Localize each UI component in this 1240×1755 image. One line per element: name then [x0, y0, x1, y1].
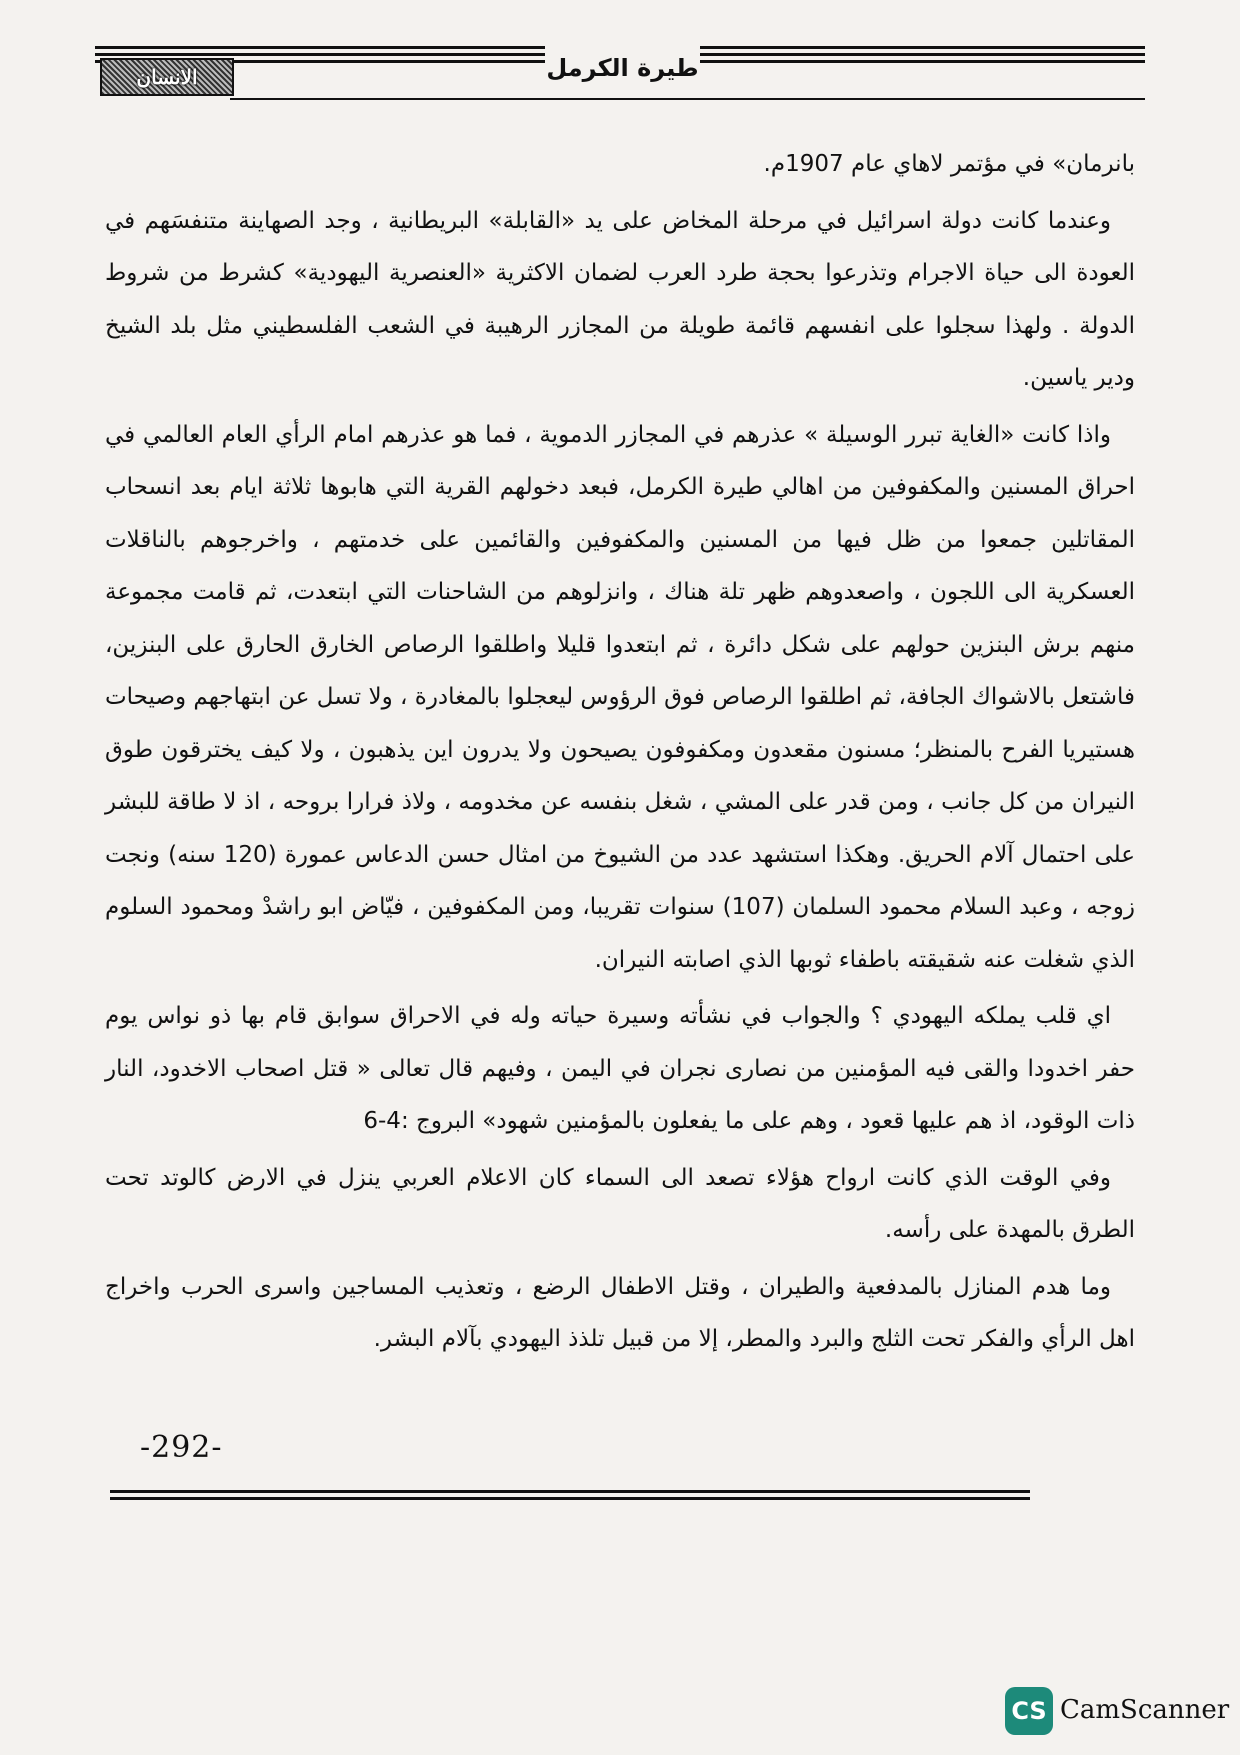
section-tag-label: الانسان: [136, 65, 198, 89]
header-rule-right: [700, 46, 1145, 70]
paragraph: وفي الوقت الذي كانت ارواح هؤلاء تصعد الى السماء كان الاعلام العربي ينزل في الارض كالوتد تحت الطرق بالمهدة على رأسه.: [105, 1164, 1135, 1243]
paragraph: واذا كانت «الغاية تبرر الوسيلة » عذرهم في المجازر الدموية ، فما هو عذرهم امام الرأي العام العالمي في احراق المسنين والمكفوفين من اهالي طيرة الكرمل، فبعد دخولهم القرية التي هابوها ثلاثة ايام بعد انسحاب المقاتلين جمعوا من ظل فيها من المسنين والمكفوفين والقائمين على خدمتهم ، واخرجوهم بالناقلات العسكرية الى اللجون ، واصعدوهم ظهر تلة هناك ، وانزلوهم من الشاحنات التي ابتعدت، ثم قامت مجموعة منهم برش البنزين حولهم على شكل دائرة ، ثم ابتعدوا قليلا واطلقوا الرصاص الخارق الحارق على البنزين، فاشتعل بالاشواك الجافة، ثم اطلقوا الرصاص فوق الرؤوس ليعجلوا بالمغادرة ، ولا تسل عن ابتهاجهم وصيحات هستيريا الفرح بالمنظر؛ مسنون مقعدون ومكفوفون يصيحون ولا يدرون اين يذهبون ، ولا كيف يخترقون طوق النيران من كل جانب ، ومن قدر على المشي ، شغل بنفسه عن مخدومه ، ولاذ فرارا بروحه ، اذ لا طاقة للبشر على احتمال آلام الحريق. وهكذا استشهد عدد من الشيوخ من امثال حسن الدعاس عمورة (120 سنه) ونجت زوجه ، وعبد السلام محمود السلمان (107) سنوات تقريبا، ومن المكفوفين ، فيّاض ابو راشدْ ومحمود السلوم الذي شغلت عنه شقيقته باطفاء ثوبها الذي اصابته النيران.: [105, 421, 1136, 973]
paragraph: وعندما كانت دولة اسرائيل في مرحلة المخاض على يد «القابلة» البريطانية ، وجد الصهاينة متنفسَهم في العودة الى حياة الاجرام وتذرعوا بحجة طرد العرب لضمان الاكثرية «العنصرية اليهودية» كشرط من شروط الدولة . ولهذا سجلوا على انفسهم قائمة طويلة من المجازر الرهيبة في الشعب الفلسطيني مثل بلد الشيخ ودير ياسين.: [105, 207, 1135, 391]
body-text: [105, 138, 1135, 1370]
section-tag: [100, 58, 234, 96]
paragraph: بانرمان» في مؤتمر لاهاي عام 1907م.: [763, 151, 1135, 177]
footer-rule: [110, 1490, 1030, 1504]
header-bottom-rule: [230, 98, 1145, 100]
paragraph: اي قلب يملكه اليهودي ؟ والجواب في نشأته وسيرة حياته وله في الاحراق سوابق قام بها ذو نواس يوم حفر اخدودا والقى فيه المؤمنين من نصارى نجران في اليمن ، وفيهم قال تعالى « قتل اصحاب الاخدود، النار ذات الوقود، اذ هم عليها قعود ، وهم على ما يفعلون بالمؤمنين شهود» البروج :4-6: [105, 1003, 1135, 1134]
page-header: [95, 36, 1145, 106]
page-number: -292-: [140, 1430, 223, 1465]
camscanner-logo-icon: CS: [1005, 1687, 1053, 1735]
running-title: طيرة الكرمل: [546, 54, 699, 82]
paragraph: وما هدم المنازل بالمدفعية والطيران ، وقتل الاطفال الرضع ، وتعذيب المساجين واسرى الحرب واخراج اهل الرأي والفكر تحت الثلج والبرد والمطر، إلا من قبيل تلذذ اليهودي بآلام البشر.: [105, 1273, 1135, 1352]
camscanner-label: CamScanner: [1060, 1695, 1230, 1725]
